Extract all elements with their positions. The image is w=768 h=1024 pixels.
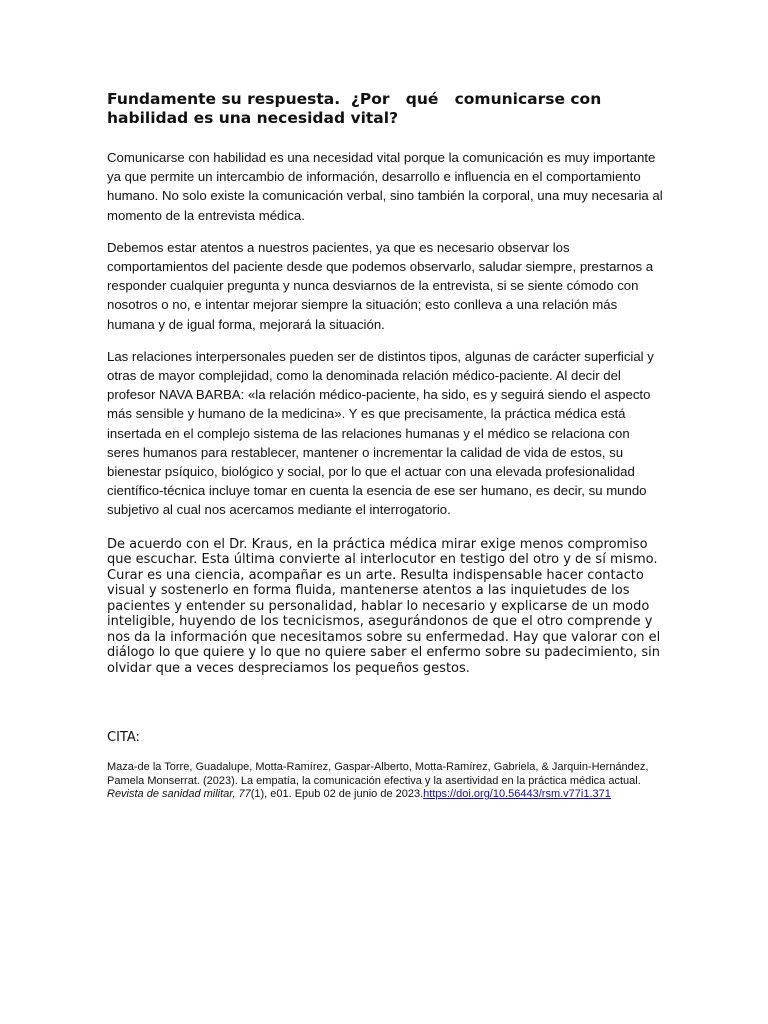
reference-issue: (1), e01. Epub 02 de junio de 2023. [250, 788, 424, 801]
reference-entry [107, 761, 655, 802]
reference-authors: Maza-de la Torre, Guadalupe, Motta-Ramírez, Gaspar-Alberto, Motta-Ramírez, Gabriela, & Jarquin-Hernández, Pamela Monserrat. (2023). La empatía, la comunicación efectiva y la asertividad en la práctica médica actual. [107, 761, 649, 787]
reference-journal: Revista de sanidad militar, 77 [107, 788, 251, 801]
question-title: Fundamente su respuesta. ¿Por qué comunicarse con habilidad es una necesidad vital? [107, 90, 607, 127]
paragraph-kraus: De acuerdo con el Dr. Kraus, en la práctica médica mirar exige menos compromiso que escuchar. Esta última convierte al interlocutor en testigo del otro y de sí mismo. Curar es una ciencia, acompañar es un arte. Resulta indispensable hacer contacto visual y sostenerlo en forma fluida, mantenerse atentos a las inquietudes de los pacientes y entender su personalidad, hablar lo necesario y explicarse de un modo inteligible, huyendo de los tecnicismos, asegurándonos de que el otro comprende y nos da la información que necesitamos sobre su enfermedad. Hay que valorar con el diálogo lo que quiere y lo que no quiere saber el enfermo sobre su padecimiento, sin olvidar que a veces despreciamos los pequeños gestos. [107, 536, 661, 676]
citation-label: CITA: [107, 730, 140, 746]
reference-link[interactable]: https://doi.org/10.56443/rsm.v77i1.371 [423, 788, 611, 801]
paragraph-attention: Debemos estar atentos a nuestros pacientes, ya que es necesario observar los comportamientos del paciente desde que podemos observarlo, saludar siempre, prestarnos a responder cualquier pregunta y nunca desviarnos de la entrevista, si se siente cómodo con nosotros o no, e intentar mejorar siempre la situación; esto conlleva a una relación más humana y de igual forma, mejorará la situación. [107, 239, 654, 332]
document-page [107, 90, 663, 802]
paragraph-relations: Las relaciones interpersonales pueden ser de distintos tipos, algunas de carácter superficial y otras de mayor complejidad, como la denominada relación médico-paciente. Al decir del profesor NAVA BARBA: «la relación médico-paciente, ha sido, es y seguirá siendo el aspecto más sensible y humano de la medicina». Y es que precisamente, la práctica médica está insertada en el complejo sistema de las relaciones humanas y el médico se relaciona con seres humanos para restablecer, mantener o incrementar la calidad de vida de estos, su bienestar psíquico, biológico y social, por lo que el actuar con una elevada profesionalidad científico-técnica incluye tomar en cuenta la esencia de ese ser humano, es decir, su mundo subjetivo al cual nos acercamos mediante el interrogatorio. [107, 348, 654, 518]
paragraph-communication: Comunicarse con habilidad es una necesidad vital porque la comunicación es muy importante ya que permite un intercambio de información, desarrollo e influencia en el comportamiento humano. No solo existe la comunicación verbal, sino también la corporal, una muy necesaria al momento de la entrevista médica. [107, 150, 663, 223]
